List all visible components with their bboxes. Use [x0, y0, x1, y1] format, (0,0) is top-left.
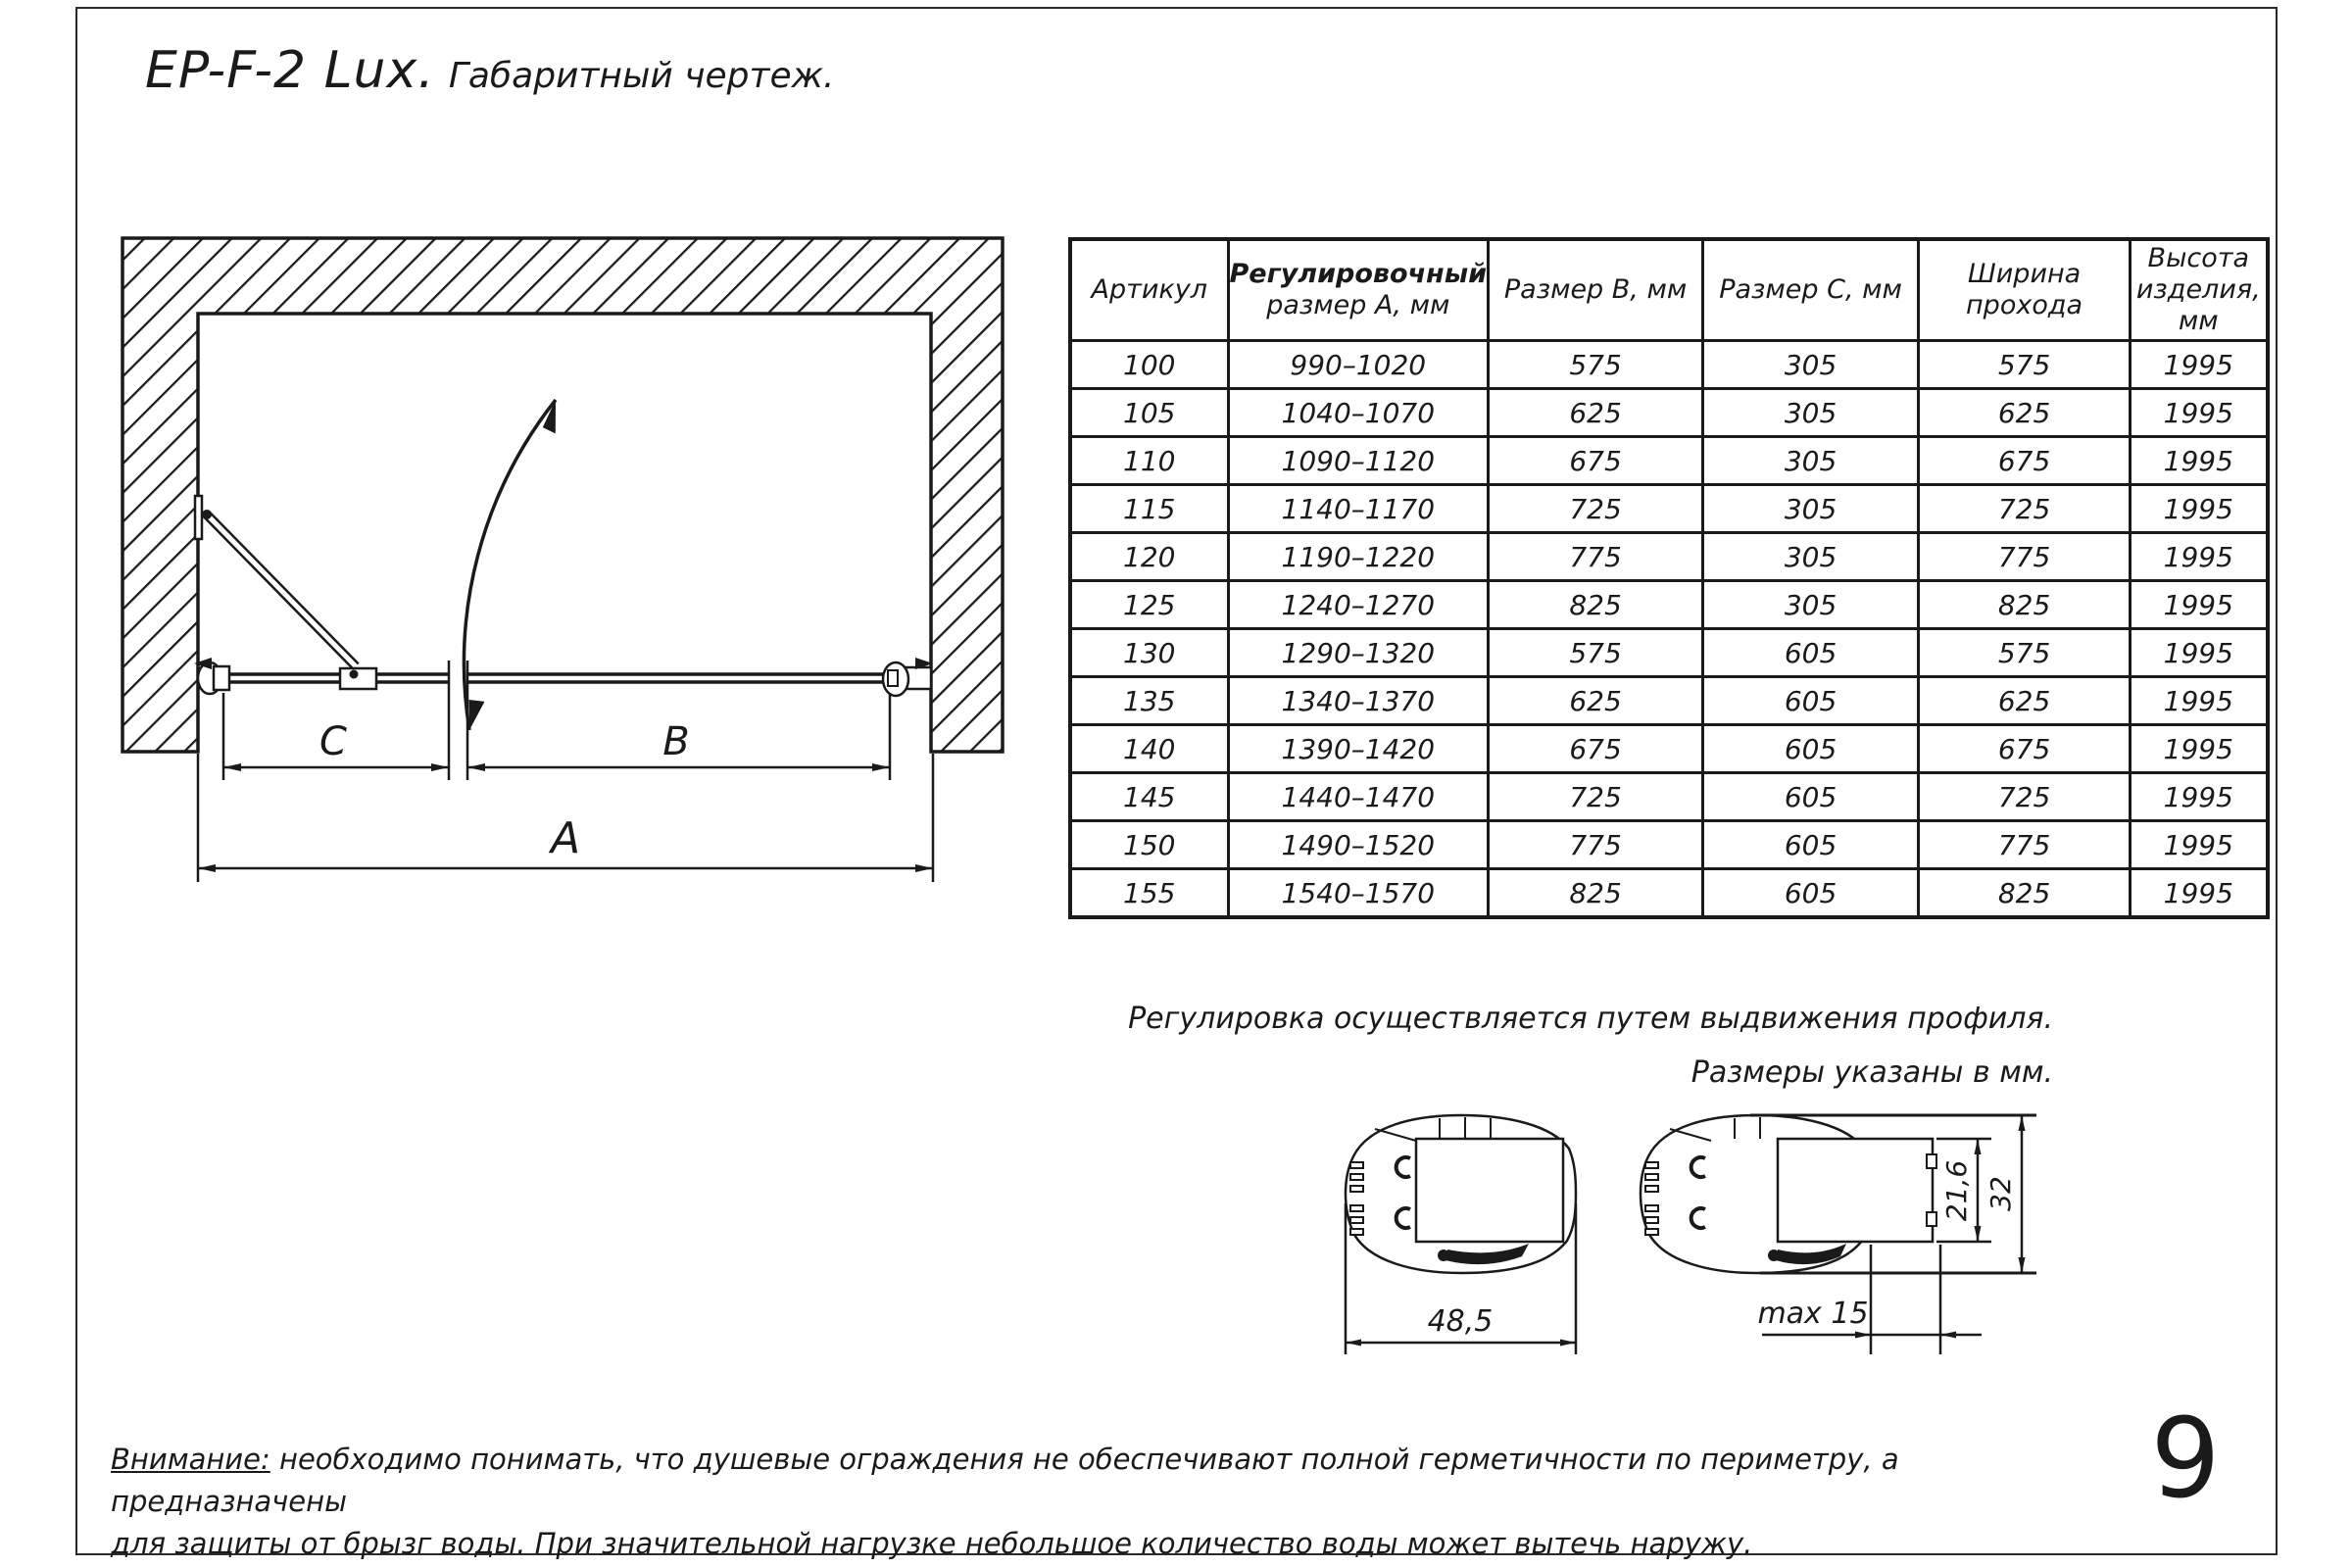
- cell-r2-c2: 675: [1489, 437, 1703, 485]
- cell-r8-c0: 140: [1070, 725, 1228, 773]
- spec-table-header: [1070, 239, 2268, 341]
- table-row-150: [1070, 821, 2268, 869]
- cell-r2-c5: 1995: [2131, 437, 2268, 485]
- table-row-135: [1070, 677, 2268, 725]
- cell-r9-c3: 605: [1703, 773, 1919, 821]
- cell-r11-c2: 825: [1489, 869, 1703, 918]
- cell-r7-c4: 625: [1919, 677, 2131, 725]
- warning-line-1: [111, 1439, 2051, 1523]
- cell-r5-c3: 305: [1703, 581, 1919, 629]
- cell-r9-c0: 145: [1070, 773, 1228, 821]
- cell-r6-c2: 575: [1489, 629, 1703, 677]
- cell-r4-c2: 775: [1489, 533, 1703, 581]
- table-row-110: [1070, 437, 2268, 485]
- cell-r10-c2: 775: [1489, 821, 1703, 869]
- cell-r5-c0: 125: [1070, 581, 1228, 629]
- cell-r2-c4: 675: [1919, 437, 2131, 485]
- table-row-105: [1070, 389, 2268, 437]
- cell-r1-c4: 625: [1919, 389, 2131, 437]
- cell-r9-c1: 1440–1470: [1228, 773, 1489, 821]
- cell-r6-c5: 1995: [2131, 629, 2268, 677]
- dim-label-a: A: [550, 813, 581, 863]
- table-row-120: [1070, 533, 2268, 581]
- cell-r3-c3: 305: [1703, 485, 1919, 533]
- cell-r7-c3: 605: [1703, 677, 1919, 725]
- right-wall-profile: [883, 658, 933, 696]
- cell-r2-c3: 305: [1703, 437, 1919, 485]
- cell-r5-c2: 825: [1489, 581, 1703, 629]
- cell-r4-c0: 120: [1070, 533, 1228, 581]
- spec-header-col-4: Ширина прохода: [1919, 239, 2131, 341]
- cell-r3-c5: 1995: [2131, 485, 2268, 533]
- cell-r10-c1: 1490–1520: [1228, 821, 1489, 869]
- cell-r1-c3: 305: [1703, 389, 1919, 437]
- table-row-125: [1070, 581, 2268, 629]
- spec-header-col-0: Артикул: [1070, 239, 1228, 341]
- cell-r7-c2: 625: [1489, 677, 1703, 725]
- cell-r8-c5: 1995: [2131, 725, 2268, 773]
- cell-r4-c1: 1190–1220: [1228, 533, 1489, 581]
- cell-r10-c5: 1995: [2131, 821, 2268, 869]
- support-brace: [195, 496, 376, 689]
- cell-r1-c2: 625: [1489, 389, 1703, 437]
- profile-cross-sections: [1323, 1098, 2087, 1392]
- table-row-130: [1070, 629, 2268, 677]
- cell-r1-c1: 1040–1070: [1228, 389, 1489, 437]
- cell-r0-c4: 575: [1919, 341, 2131, 389]
- adjustment-notes: [980, 992, 2053, 1100]
- cell-r9-c2: 725: [1489, 773, 1703, 821]
- spec-header-col-5: Высота изделия, мм: [2131, 239, 2268, 341]
- cell-r6-c1: 1290–1320: [1228, 629, 1489, 677]
- spec-header-col-1: Регулировочный размер А, мм: [1228, 239, 1489, 341]
- warning-text: необходимо понимать, что душевые ограждения не обеспечивают полной герметичности по периметру, а предназначены: [111, 1443, 1899, 1518]
- cell-r1-c0: 105: [1070, 389, 1228, 437]
- cell-r11-c1: 1540–1570: [1228, 869, 1489, 918]
- cell-r0-c1: 990–1020: [1228, 341, 1489, 389]
- note-line-1: Регулировка осуществляется путем выдвижения профиля.: [1128, 1002, 2053, 1036]
- cell-r3-c1: 1140–1170: [1228, 485, 1489, 533]
- cell-r3-c0: 115: [1070, 485, 1228, 533]
- note-line-2: Размеры указаны в мм.: [1690, 1055, 2053, 1090]
- cell-r0-c3: 305: [1703, 341, 1919, 389]
- table-row-100: [1070, 341, 2268, 389]
- cell-r4-c3: 305: [1703, 533, 1919, 581]
- dim-label-c: C: [319, 719, 347, 764]
- warning-line-2: для защиты от брызг воды. При значительной нагрузке небольшое количество воды может вытечь наружу.: [111, 1527, 1753, 1560]
- size-spec-table: [1068, 237, 2270, 919]
- cell-r6-c0: 130: [1070, 629, 1228, 677]
- spec-header-col-2: Размер В, мм: [1489, 239, 1703, 341]
- cell-r8-c2: 675: [1489, 725, 1703, 773]
- cell-r3-c2: 725: [1489, 485, 1703, 533]
- cell-r7-c1: 1340–1370: [1228, 677, 1489, 725]
- fixed-panel-glass: [202, 674, 448, 682]
- cell-r5-c1: 1240–1270: [1228, 581, 1489, 629]
- cell-r8-c1: 1390–1420: [1228, 725, 1489, 773]
- cell-r2-c0: 110: [1070, 437, 1228, 485]
- spec-header-col-3: Размер С, мм: [1703, 239, 1919, 341]
- spec-table-body: [1070, 341, 2268, 918]
- cell-r11-c3: 605: [1703, 869, 1919, 918]
- door-panel-glass: [468, 674, 884, 682]
- title-subtitle: Габаритный чертеж.: [448, 56, 835, 96]
- table-row-155: [1070, 869, 2268, 918]
- cell-r6-c4: 575: [1919, 629, 2131, 677]
- cell-r0-c5: 1995: [2131, 341, 2268, 389]
- cell-r11-c4: 825: [1919, 869, 2131, 918]
- cell-r0-c0: 100: [1070, 341, 1228, 389]
- cell-r8-c3: 605: [1703, 725, 1919, 773]
- dim-label-32: 32: [1984, 1176, 2017, 1211]
- warning-label: Внимание:: [111, 1443, 270, 1476]
- cell-r4-c4: 775: [1919, 533, 2131, 581]
- cell-r11-c5: 1995: [2131, 869, 2268, 918]
- plan-view-drawing: [88, 206, 1019, 892]
- cell-r4-c5: 1995: [2131, 533, 2268, 581]
- cell-r3-c4: 725: [1919, 485, 2131, 533]
- table-row-115: [1070, 485, 2268, 533]
- cell-r9-c4: 725: [1919, 773, 2131, 821]
- dim-label-max-15: max 15: [1757, 1297, 1869, 1331]
- cell-r8-c4: 675: [1919, 725, 2131, 773]
- dim-label-b: B: [662, 719, 690, 764]
- table-row-145: [1070, 773, 2268, 821]
- table-row-140: [1070, 725, 2268, 773]
- cell-r1-c5: 1995: [2131, 389, 2268, 437]
- cell-r6-c3: 605: [1703, 629, 1919, 677]
- cell-r0-c2: 575: [1489, 341, 1703, 389]
- cell-r9-c5: 1995: [2131, 773, 2268, 821]
- cell-r5-c4: 825: [1919, 581, 2131, 629]
- cell-r11-c0: 155: [1070, 869, 1228, 918]
- cell-r10-c0: 150: [1070, 821, 1228, 869]
- page-number: 9: [2150, 1396, 2221, 1523]
- dim-label-48-5: 48,5: [1427, 1304, 1494, 1339]
- cell-r10-c4: 775: [1919, 821, 2131, 869]
- profile-section-extended: [1641, 1115, 1936, 1273]
- cell-r2-c1: 1090–1120: [1228, 437, 1489, 485]
- cell-r7-c5: 1995: [2131, 677, 2268, 725]
- profile-section-closed: [1346, 1115, 1576, 1273]
- cell-r5-c5: 1995: [2131, 581, 2268, 629]
- warning-note: [111, 1439, 2051, 1565]
- dim-label-21-6: 21,6: [1940, 1159, 1973, 1222]
- cell-r7-c0: 135: [1070, 677, 1228, 725]
- cell-r10-c3: 605: [1703, 821, 1919, 869]
- page-title: [145, 41, 834, 100]
- model-name: EP-F-2 Lux.: [145, 41, 435, 100]
